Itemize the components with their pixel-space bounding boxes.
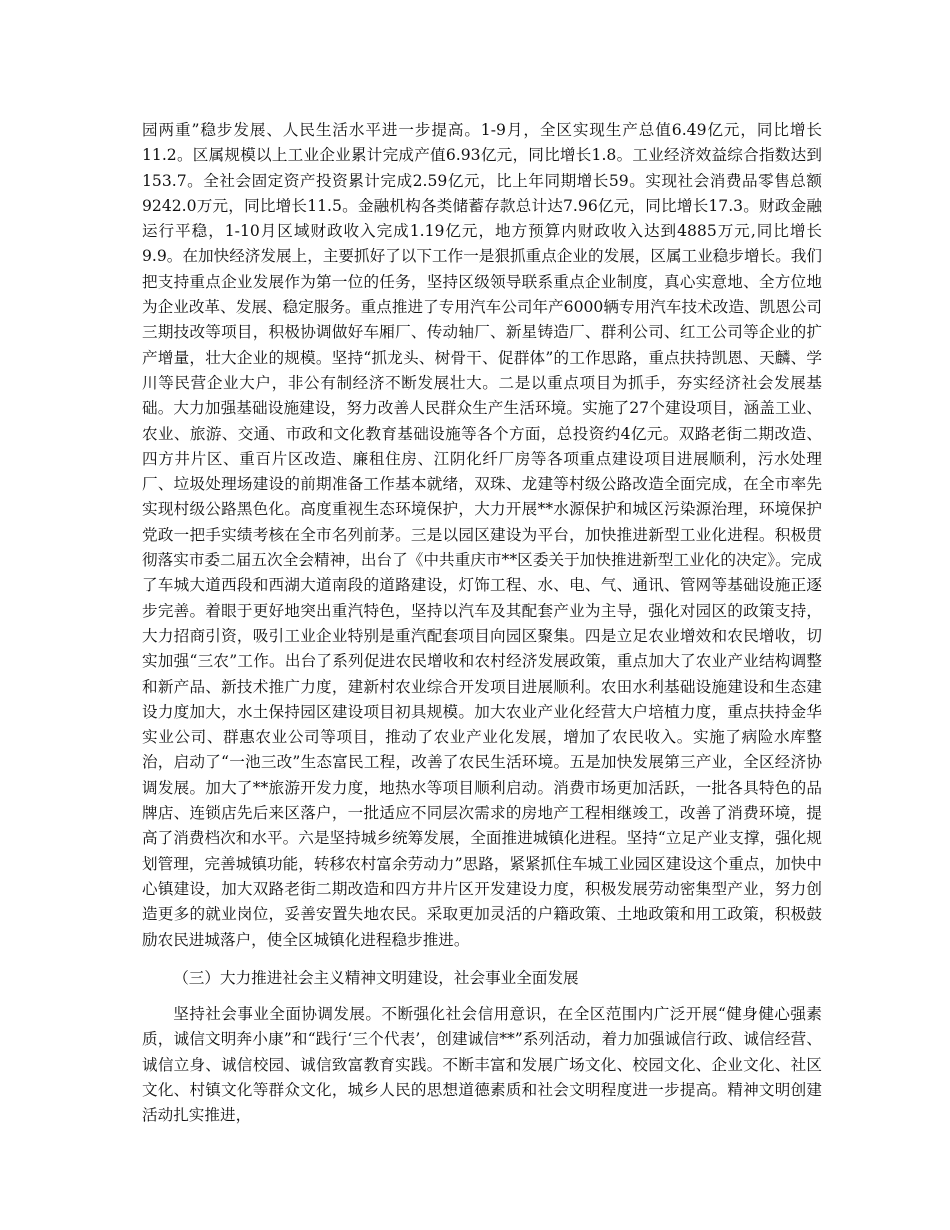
section-heading: （三）大力推进社会主义精神文明建设，社会事业全面发展 [173, 968, 579, 987]
document-page [142, 118, 822, 1129]
body-paragraph-economy: 园两重”稳步发展、人民生活水平进一步提高。1-9月，全区实现生产总值6.49亿元，同比增长11.2。区属规模以上工业企业累计完成产值6.93亿元，同比增长1.8。工业经济效益综合指数达到153.7。全社会固定资产投资累计完成2.59亿元，比上年同期增长59。实现社会消费品零售总额9242.0万元，同比增长11.5。金融机构各类储蓄存款总计达7.96亿元，同比增长17.3。财政金融运行平稳，1-10月区域财政收入完成1.19亿元，地方预算内财政收入达到4885万元,同比增长9.9。在加快经济发展上，主要抓好了以下工作一是狠抓重点企业的发展，区属工业稳步增长。我们把支持重点企业发展作为第一位的任务，坚持区级领导联系重点企业制度，真心实意地、全方位地为企业改革、发展、稳定服务。重点推进了专用汽车公司年产6000辆专用汽车技术改造、凯恩公司三期技改等项目，积极协调做好车厢厂、传动轴厂、新星铸造厂、群利公司、红工公司等企业的扩产增量，壮大企业的规模。坚持“抓龙头、树骨干、促群体”的工作思路，重点扶持凯恩、天麟、学川等民营企业大户，非公有制经济不断发展壮大。二是以重点项目为抓手，夯实经济社会发展基础。大力加强基础设施建设，努力改善人民群众生产生活环境。实施了27个建设项目，涵盖工业、农业、旅游、交通、市政和文化教育基础设施等各个方面，总投资约4亿元。双路老街二期改造、四方井片区、重百片区改造、廉租住房、江阴化纤厂房等各项重点建设项目进展顺利，污水处理厂、垃圾处理场建设的前期准备工作基本就绪，双珠、龙建等村级公路改造全面完成，在全市率先实现村级公路黑色化。高度重视生态环境保护，大力开展**水源保护和城区污染源治理，环境保护党政一把手实绩考核在全市名列前茅。三是以园区建设为平台，加快推进新型工业化进程。积极贯彻落实市委二届五次全会精神，出台了《中共重庆市**区委关于加快推进新型工业化的决定》。完成了车城大道西段和西湖大道南段的道路建设，灯饰工程、水、电、气、通讯、管网等基础设施正逐步完善。着眼于更好地突出重汽特色，坚持以汽车及其配套产业为主导，强化对园区的政策支持，大力招商引资，吸引工业企业特别是重汽配套项目向园区聚集。四是立足农业增效和农民增收，切实加强“三农”工作。出台了系列促进农民增收和农村经济发展政策，重点加大了农业产业结构调整和新产品、新技术推广力度，建新村农业综合开发项目进展顺利。农田水利基础设施建设和生态建设力度加大，水土保持园区建设项目初具规模。加大农业产业化经营大户培植力度，重点扶持金华实业公司、群惠农业公司等项目，推动了农业产业化发展，增加了农民收入。实施了病险水库整治，启动了“一池三改”生态富民工程，改善了农民生活环境。五是加快发展第三产业，全区经济协调发展。加大了**旅游开发力度，地热水等项目顺利启动。消费市场更加活跃，一批各具特色的品牌店、连锁店先后来区落户，一批适应不同层次需求的房地产工程相继竣工，改善了消费环境，提高了消费档次和水平。六是坚持城乡统筹发展，全面推进城镇化进程。坚持“立足产业支撑，强化规划管理，完善城镇功能，转移农村富余劳动力”思路，紧紧抓住车城工业园区建设这个重点，加快中心镇建设，加大双路老街二期改造和四方井片区开发建设力度，积极发展劳动密集型产业，努力创造更多的就业岗位，妥善安置失地农民。采取更加灵活的户籍政策、土地政策和用工政策，积极鼓励农民进城落户，使全区城镇化进程稳步推进。 [142, 121, 822, 949]
body-paragraph-social: 坚持社会事业全面协调发展。不断强化社会信用意识，在全区范围内广泛开展“健身健心强素质，诚信文明奔小康”和“践行‘三个代表’，创建诚信**”系列活动，着力加强诚信行政、诚信经营、诚信立身、诚信校园、诚信致富教育实践。不断丰富和发展广场文化、校园文化、企业文化、社区文化、村镇文化等群众文化，城乡人民的思想道德素质和社会文明程度进一步提高。精神文明创建活动扎实推进， [142, 1005, 822, 1125]
